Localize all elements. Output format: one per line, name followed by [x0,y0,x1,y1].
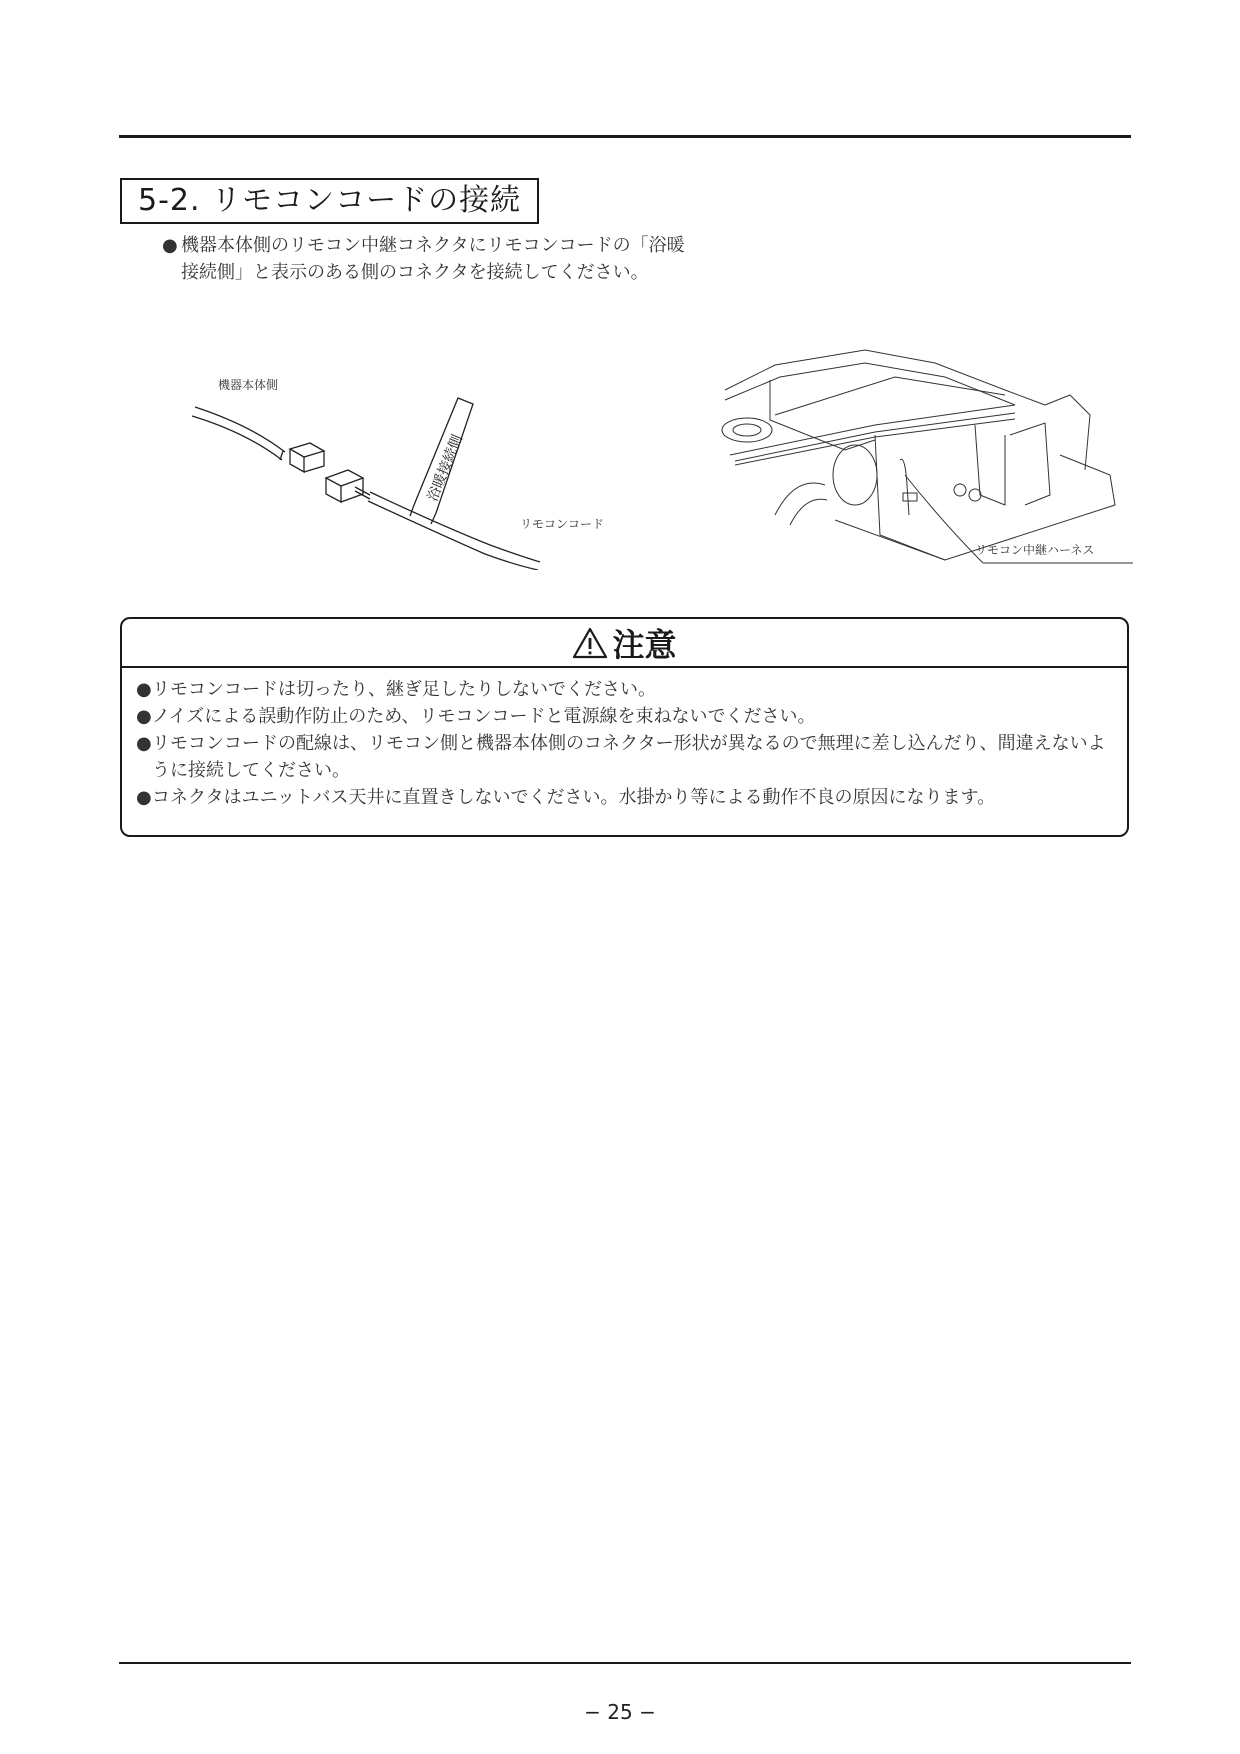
bullet-icon: ● [136,679,152,700]
caution-item: ● コネクタはユニットバス天井に直置きしないでください。水掛かり等による動作不良の原因になります。 [136,784,1113,811]
caution-item: ● リモコンコードは切ったり、継ぎ足したりしないでください。 [136,676,1113,703]
bottom-rule [119,1662,1131,1664]
tag-label: 浴暖接続側 [424,432,466,504]
caution-item: ● リモコンコードの配線は、リモコン側と機器本体側のコネクター形状が異なるので無理に差し込んだり、間違えないように接続してください。 [136,730,1113,784]
top-rule [119,135,1131,138]
section-title: 5-2. リモコンコードの接続 [120,178,539,224]
caution-box [120,617,1129,837]
caution-list [122,668,1127,811]
bullet-icon: ● [136,787,152,808]
caution-header [122,619,1127,668]
bullet-icon: ● [162,235,178,256]
intro-text: 機器本体側のリモコン中継コネクタにリモコンコードの「浴暖接続側」と表示のある側のコネクタを接続してください。 [181,235,685,283]
warning-triangle-icon [572,627,608,659]
bullet-icon: ● [136,706,152,727]
cord-connection-diagram [190,370,640,570]
page-number: − 25 − [584,1700,656,1724]
unit-harness-diagram [715,345,1135,570]
label-device-side: 機器本体側 [218,378,279,392]
intro-paragraph [162,232,702,286]
label-harness: リモコン中継ハーネス [975,543,1095,557]
bullet-icon: ● [136,733,152,754]
unit-illustration [715,345,1135,570]
caution-title: 注意 [612,625,677,664]
cord-illustration [190,370,640,570]
caution-item: ● ノイズによる誤動作防止のため、リモコンコードと電源線を束ねないでください。 [136,703,1113,730]
label-remote-cord: リモコンコード [520,517,605,531]
